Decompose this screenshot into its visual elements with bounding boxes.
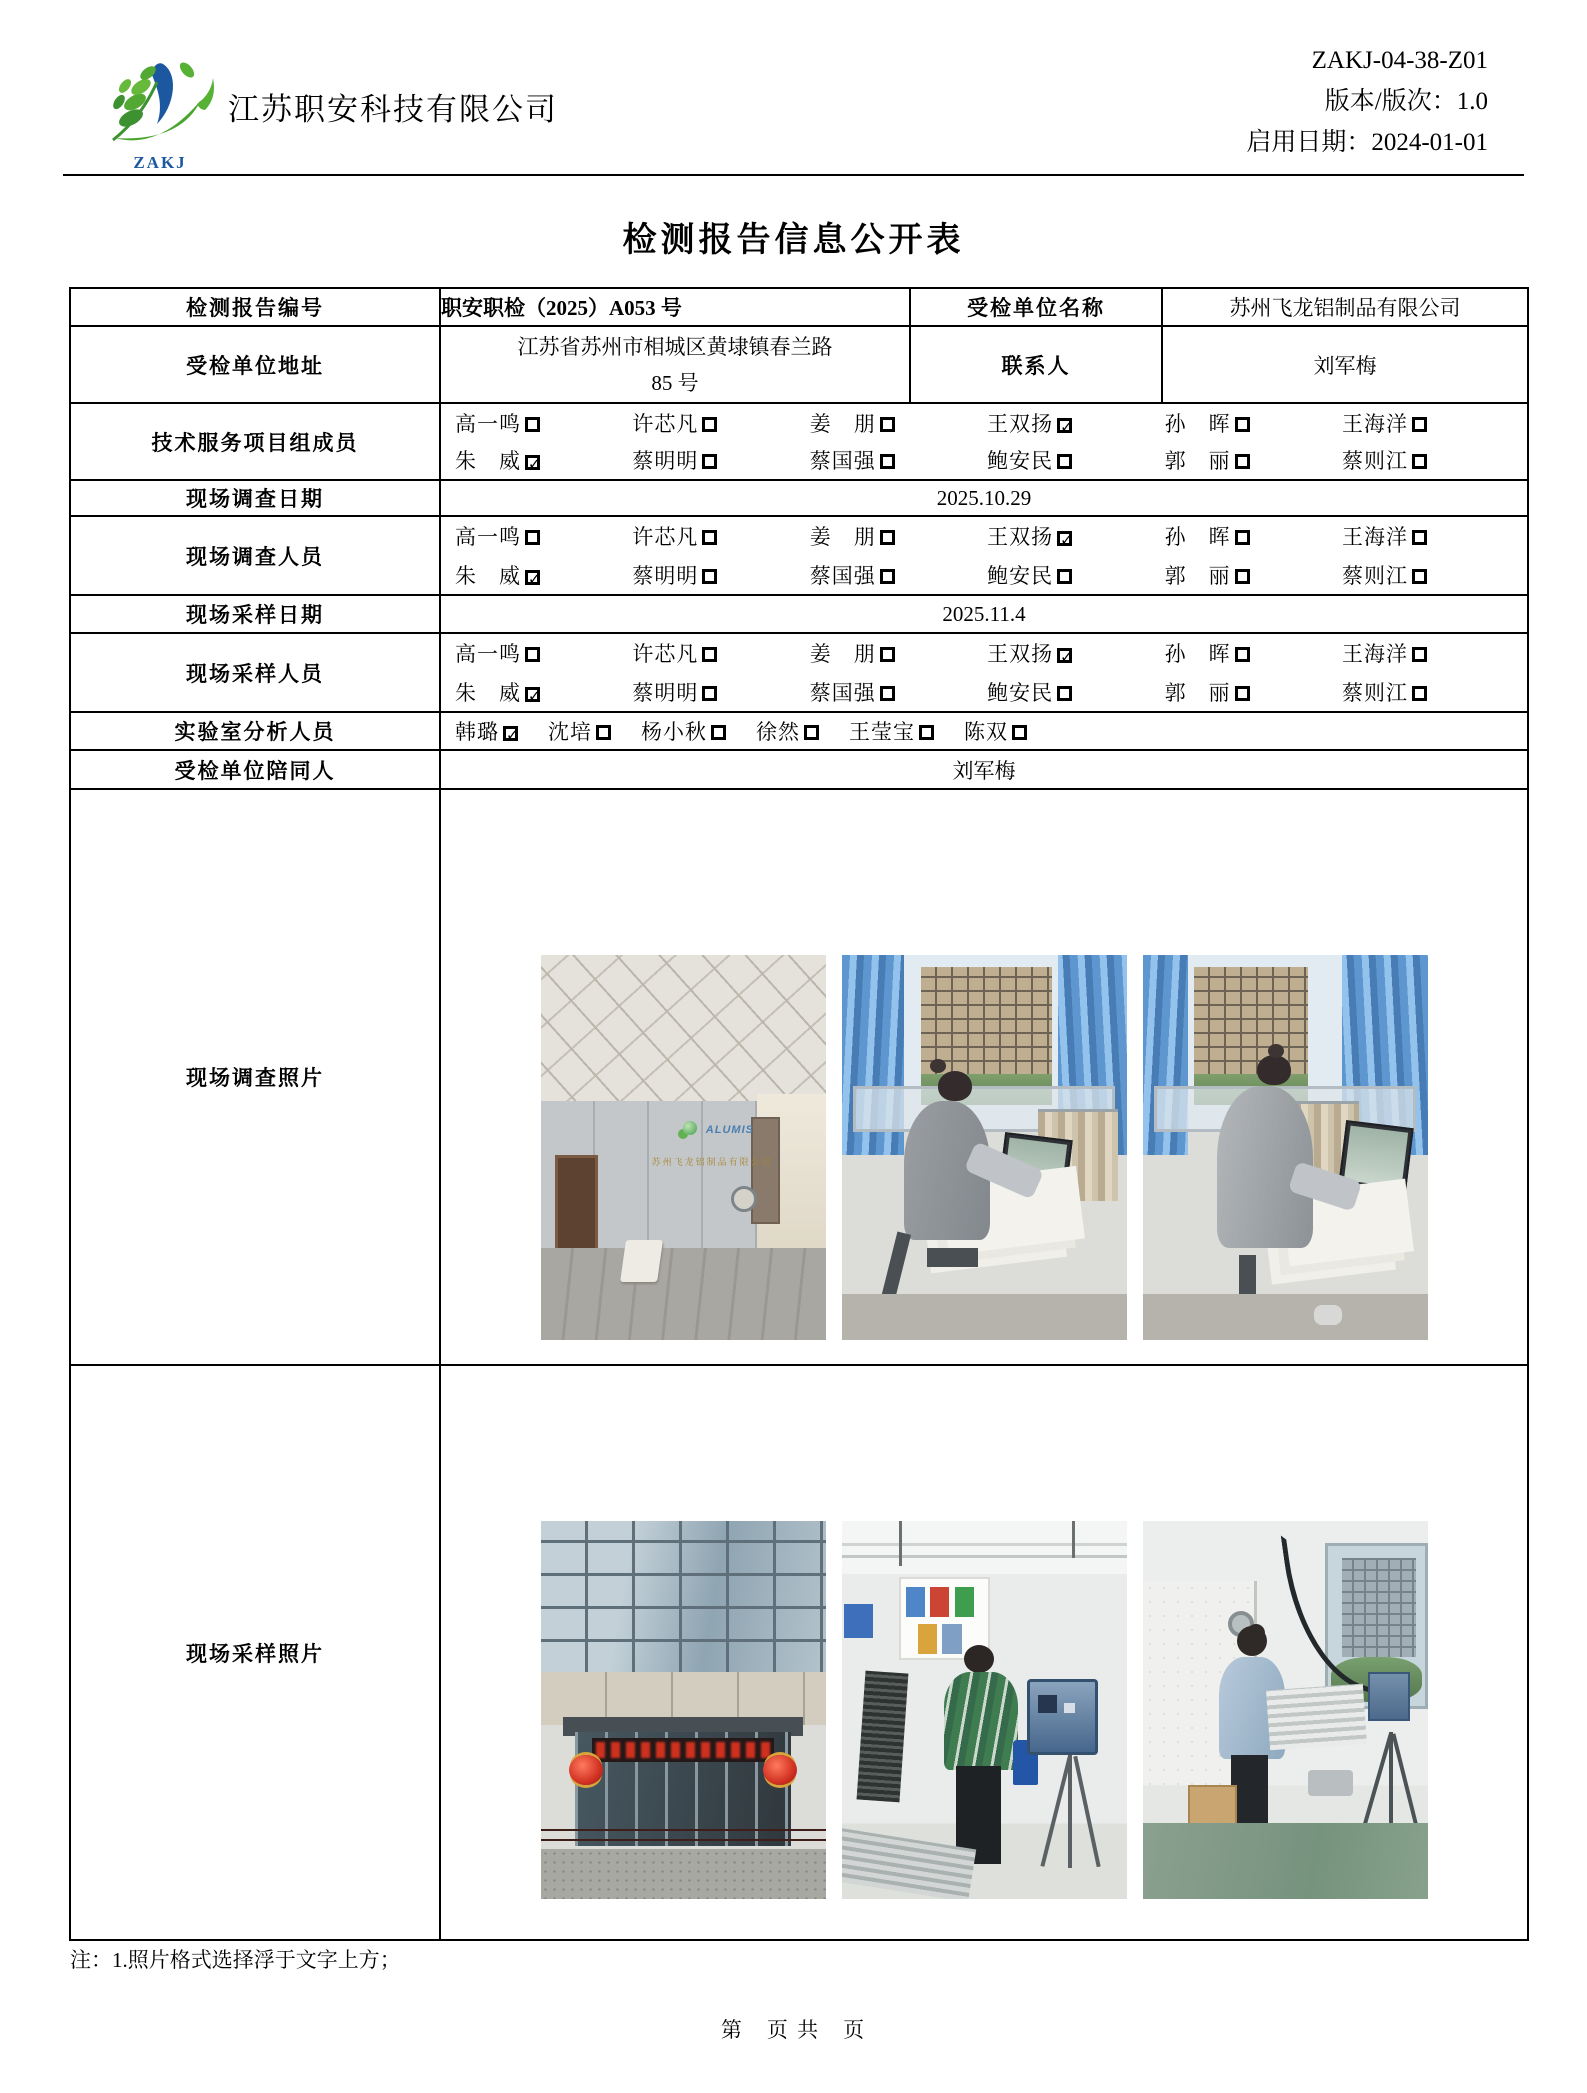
staff-member-name: 王双扬 [987, 642, 1054, 667]
staff-member [987, 560, 1072, 590]
staff-member-name: 郭 丽 [1164, 563, 1231, 588]
staff-member [455, 521, 540, 551]
unchecked-checkbox [1057, 569, 1072, 584]
staff-member [641, 716, 726, 746]
unchecked-checkbox [1412, 530, 1427, 545]
photo-led-sign [592, 1738, 774, 1763]
table-row [70, 595, 1528, 633]
staff-member-name: 陈双 [964, 720, 1008, 744]
unchecked-checkbox [1235, 686, 1250, 701]
unchecked-checkbox [880, 530, 895, 545]
photo-chair [927, 1248, 978, 1267]
unchecked-checkbox [880, 686, 895, 701]
staff-member [810, 521, 895, 551]
unchecked-checkbox [1412, 454, 1427, 469]
photo-person-head [1237, 1626, 1267, 1656]
photo-building-outside [1194, 967, 1308, 1075]
staff-member-name: 王海洋 [1341, 525, 1408, 550]
staff-member-name: 孙 晖 [1164, 411, 1231, 436]
staff-member-name: 高一鸣 [455, 642, 521, 667]
sampling-staff-cell [440, 633, 1528, 712]
staff-member [632, 445, 717, 475]
staff-member [987, 638, 1072, 668]
accompany-label: 受检单位陪同人 [70, 750, 440, 789]
client-addr-value [440, 326, 910, 403]
unchecked-checkbox [919, 725, 934, 740]
unchecked-checkbox [1235, 530, 1250, 545]
photo-ceiling [541, 955, 826, 1109]
staff-member-name: 鲍安民 [987, 680, 1054, 705]
table-row [70, 288, 1528, 326]
unchecked-checkbox [525, 417, 540, 432]
unchecked-checkbox [1412, 647, 1427, 662]
sampling-photos-label: 现场采样照片 [70, 1365, 440, 1940]
photo-wheelchair [731, 1186, 757, 1212]
unchecked-checkbox [711, 725, 726, 740]
unchecked-checkbox [1412, 417, 1427, 432]
accompany-value: 刘军梅 [440, 750, 1528, 789]
staff-member [849, 716, 934, 746]
staff-member-name: 韩璐 [455, 720, 499, 744]
photo-tripod-leg [1068, 1755, 1072, 1868]
staff-member [1342, 521, 1427, 551]
staff-member-name: 姜 朋 [809, 525, 876, 550]
client-addr-label: 受检单位地址 [70, 326, 440, 403]
unchecked-checkbox [880, 417, 895, 432]
enable-date-value: 2024-01-01 [1371, 129, 1488, 156]
sampling-staff-label: 现场采样人员 [70, 633, 440, 712]
staff-member [810, 408, 895, 438]
addr-line-1: 江苏省苏州市相城区黄埭镇春兰路 [517, 334, 833, 359]
staff-member-name: 王莹宝 [849, 720, 915, 744]
photo-person-striped-shirt [944, 1672, 1018, 1770]
client-name-label: 受检单位名称 [910, 288, 1162, 326]
staff-line [441, 638, 1527, 668]
document-code-block [1246, 40, 1488, 163]
photo-steps [541, 1823, 826, 1849]
staff-member-name: 王双扬 [987, 525, 1054, 550]
staff-member [810, 560, 895, 590]
photo-red-lantern [569, 1755, 603, 1785]
sampling-photos-cell [440, 1365, 1528, 1940]
staff-member-name: 杨小秋 [641, 720, 707, 744]
table-row [70, 1365, 1528, 1940]
page-title: 检测报告信息公开表 [622, 222, 965, 259]
checked-checkbox: ✓ [525, 570, 540, 585]
photo-person-head [1257, 1055, 1291, 1085]
unchecked-checkbox [702, 647, 717, 662]
staff-member-name: 蔡则江 [1341, 680, 1408, 705]
staff-member [1165, 521, 1250, 551]
unchecked-checkbox [1412, 569, 1427, 584]
photo-person-head [938, 1071, 972, 1101]
photo-building-outside [921, 967, 1052, 1075]
staff-member [632, 521, 717, 551]
report-no-value: 职安职检（2025）A053 号 [440, 288, 910, 326]
staff-member [455, 716, 518, 746]
staff-member [756, 716, 819, 746]
unchecked-checkbox [880, 454, 895, 469]
sampling-photo-workshop-2 [1143, 1521, 1428, 1899]
table-row [70, 516, 1528, 595]
staff-member [1342, 677, 1427, 707]
staff-member [632, 638, 717, 668]
staff-member-name: 高一鸣 [455, 525, 521, 550]
unchecked-checkbox [1057, 454, 1072, 469]
unchecked-checkbox [702, 454, 717, 469]
doc-code: ZAKJ-04-38-Z01 [1311, 47, 1488, 74]
page-footer: 第 页 共 页 [720, 2018, 867, 2042]
staff-member-name: 蔡国强 [809, 680, 876, 705]
unchecked-checkbox [1412, 686, 1427, 701]
staff-member-name: 许芯凡 [632, 525, 699, 550]
sampling-date-label: 现场采样日期 [70, 595, 440, 633]
addr-line-2: 85 号 [651, 370, 699, 395]
photo-shoe [1314, 1305, 1343, 1324]
survey-photos-label: 现场调查照片 [70, 789, 440, 1365]
contact-label: 联系人 [910, 326, 1162, 403]
table-row [70, 712, 1528, 750]
photo-floor [541, 1248, 826, 1340]
photo-hanging-rod [1072, 1521, 1075, 1559]
staff-member-name: 蔡明明 [632, 680, 699, 705]
sampling-photo-workshop-1 [842, 1521, 1127, 1899]
enable-date-line [1246, 122, 1488, 163]
checked-checkbox: ✓ [1057, 418, 1072, 433]
unchecked-checkbox [1057, 686, 1072, 701]
unchecked-checkbox [1235, 417, 1250, 432]
photo-green-floor [1143, 1823, 1428, 1899]
table-row [70, 633, 1528, 712]
staff-member [632, 677, 717, 707]
unchecked-checkbox [702, 417, 717, 432]
contact-value: 刘军梅 [1162, 326, 1528, 403]
unchecked-checkbox [525, 647, 540, 662]
photo-sampling-instrument [1368, 1672, 1411, 1721]
survey-staff-cell [440, 516, 1528, 595]
staff-member [810, 445, 895, 475]
survey-photo-desk-2 [1143, 955, 1428, 1340]
checked-checkbox: ✓ [503, 726, 518, 741]
staff-member-name: 许芯凡 [632, 642, 699, 667]
report-table [69, 287, 1529, 1941]
staff-line [441, 408, 1527, 438]
unchecked-checkbox [804, 725, 819, 740]
staff-member-name: 孙 晖 [1164, 525, 1231, 550]
photo-pavement [541, 1849, 826, 1898]
staff-member [964, 716, 1027, 746]
staff-member-name: 蔡则江 [1341, 449, 1408, 474]
staff-member [810, 677, 895, 707]
unchecked-checkbox [1012, 725, 1027, 740]
staff-member [632, 560, 717, 590]
survey-staff-label: 现场调查人员 [70, 516, 440, 595]
staff-member-name: 王双扬 [987, 411, 1054, 436]
table-row [70, 750, 1528, 789]
staff-member [455, 560, 540, 590]
client-name-value: 苏州飞龙铝制品有限公司 [1162, 288, 1528, 326]
unchecked-checkbox [880, 569, 895, 584]
version-line [1246, 81, 1488, 122]
unchecked-checkbox [702, 569, 717, 584]
staff-member-name: 朱 威 [455, 680, 521, 705]
checked-checkbox: ✓ [525, 687, 540, 702]
staff-member [987, 445, 1072, 475]
unchecked-checkbox [525, 530, 540, 545]
unchecked-checkbox [1235, 647, 1250, 662]
staff-member [810, 638, 895, 668]
staff-member-name: 鲍安民 [987, 563, 1054, 588]
company-logo [100, 48, 220, 173]
report-no-label: 检测报告编号 [70, 288, 440, 326]
staff-line [441, 521, 1527, 551]
lab-staff-cell [440, 712, 1528, 750]
staff-member [987, 408, 1072, 438]
team-members-label: 技术服务项目组成员 [70, 403, 440, 480]
staff-line [441, 560, 1527, 590]
staff-member [1165, 445, 1250, 475]
staff-member [455, 677, 540, 707]
sampling-photo-entrance [541, 1521, 826, 1899]
photo-hair-bun [1268, 1044, 1284, 1058]
unchecked-checkbox [1235, 569, 1250, 584]
header-divider [63, 174, 1524, 176]
photo-red-lantern [763, 1755, 797, 1785]
checked-checkbox: ✓ [1057, 531, 1072, 546]
staff-member-name: 朱 威 [455, 563, 521, 588]
logo-zakj-text: ZAKJ [133, 153, 187, 172]
wall-company-text: 苏州飞龙铝制品有限公司 [651, 1157, 773, 1168]
photo-bag [620, 1240, 663, 1282]
company-name: 江苏职安科技有限公司 [228, 92, 558, 127]
staff-member [1165, 638, 1250, 668]
staff-member [1165, 677, 1250, 707]
unchecked-checkbox [596, 725, 611, 740]
table-row [70, 480, 1528, 516]
staff-member-name: 孙 晖 [1164, 642, 1231, 667]
unchecked-checkbox [702, 530, 717, 545]
photo-blue-crate [844, 1604, 873, 1638]
version-label: 版本/版次： [1324, 88, 1457, 115]
staff-member-name: 鲍安民 [987, 449, 1054, 474]
staff-member [455, 638, 540, 668]
checked-checkbox: ✓ [1057, 648, 1072, 663]
staff-member-name: 蔡国强 [809, 563, 876, 588]
enable-date-label: 启用日期： [1246, 129, 1372, 156]
checked-checkbox: ✓ [525, 455, 540, 470]
survey-photo-desk-1 [842, 955, 1127, 1340]
unchecked-checkbox [880, 647, 895, 662]
staff-member-name: 高一鸣 [455, 411, 521, 436]
lab-staff-line [441, 716, 1527, 746]
staff-member [1342, 638, 1427, 668]
photo-floor [842, 1294, 1127, 1340]
logo-graphic [101, 48, 219, 152]
photo-door [751, 1117, 780, 1225]
staff-member-name: 许芯凡 [632, 411, 699, 436]
photo-hair-bun [930, 1059, 946, 1073]
staff-member [548, 716, 611, 746]
staff-member [1165, 560, 1250, 590]
staff-member-name: 姜 朋 [809, 642, 876, 667]
staff-member-name: 朱 威 [455, 449, 521, 474]
staff-member-name: 姜 朋 [809, 411, 876, 436]
photo-stool [1308, 1770, 1354, 1796]
photo-floor [1143, 1294, 1428, 1340]
sampling-date-value: 2025.11.4 [440, 595, 1528, 633]
photo-hanging-rod [899, 1521, 902, 1566]
note-text: 注：1.照片格式选择浮于文字上方； [70, 1948, 401, 1972]
survey-photo-lobby [541, 955, 826, 1340]
staff-member-name: 王海洋 [1341, 642, 1408, 667]
photo-sampling-instrument [1027, 1679, 1098, 1755]
staff-member [1342, 408, 1427, 438]
staff-member-name: 蔡国强 [809, 449, 876, 474]
staff-member-name: 沈培 [548, 720, 592, 744]
staff-member-name: 郭 丽 [1164, 449, 1231, 474]
staff-member [1342, 560, 1427, 590]
lab-staff-label: 实验室分析人员 [70, 712, 440, 750]
photo-glass-facade [541, 1521, 826, 1672]
survey-date-label: 现场调查日期 [70, 480, 440, 516]
staff-member [632, 408, 717, 438]
staff-member-name: 蔡明明 [632, 563, 699, 588]
survey-photos-cell [440, 789, 1528, 1365]
staff-member [1342, 445, 1427, 475]
alumis-logo-mark [683, 1121, 697, 1135]
staff-member-name: 王海洋 [1341, 411, 1408, 436]
table-row [70, 403, 1528, 480]
staff-member-name: 蔡明明 [632, 449, 699, 474]
staff-line [441, 445, 1527, 475]
staff-member [455, 408, 540, 438]
photo-ceiling-beam [842, 1555, 1127, 1558]
unchecked-checkbox [702, 686, 717, 701]
staff-member [1165, 408, 1250, 438]
staff-member-name: 蔡则江 [1341, 563, 1408, 588]
survey-date-value: 2025.10.29 [440, 480, 1528, 516]
staff-member [987, 521, 1072, 551]
photo-profile-bench [1266, 1684, 1367, 1751]
staff-member-name: 郭 丽 [1164, 680, 1231, 705]
staff-member [455, 445, 540, 475]
staff-line [441, 677, 1527, 707]
alumis-logo-text: ALUMIS [705, 1124, 754, 1137]
table-row [70, 789, 1528, 1365]
staff-member-name: 徐然 [756, 720, 800, 744]
version-value: 1.0 [1456, 88, 1488, 115]
table-row [70, 326, 1528, 403]
unchecked-checkbox [1235, 454, 1250, 469]
team-members-cell [440, 403, 1528, 480]
staff-member [987, 677, 1072, 707]
